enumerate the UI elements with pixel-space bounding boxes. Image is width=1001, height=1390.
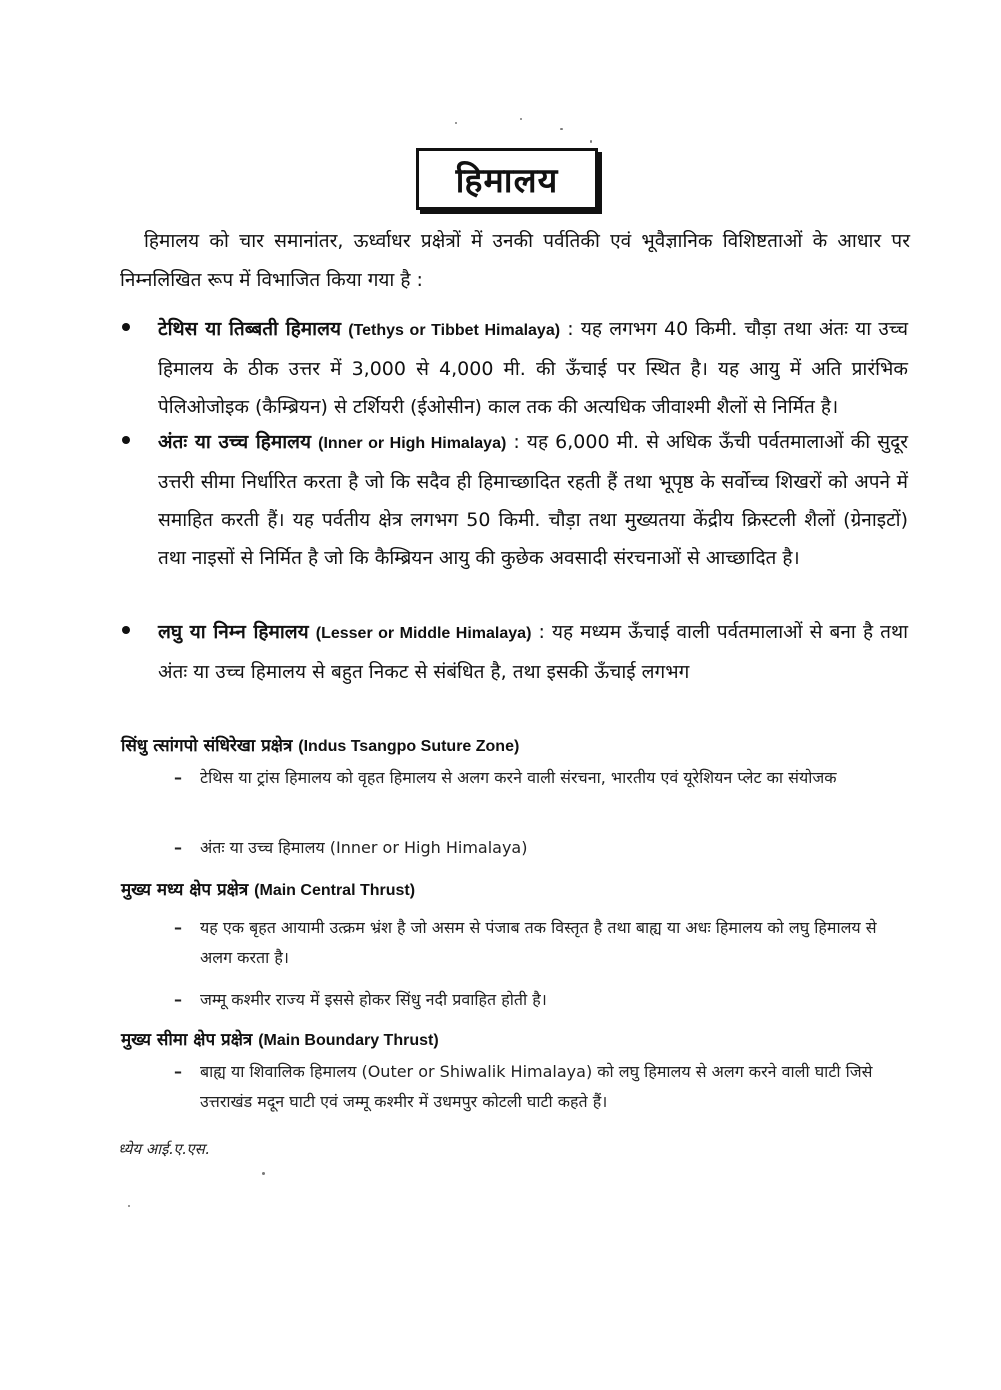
intro-paragraph: हिमालय को चार समानांतर, ऊर्ध्वाधर प्रक्षेत्रों में उनकी पर्वतिकी एवं भूवैज्ञानिक विशिष्टताओं के आधार पर निम्नलिखित रूप में विभाजित किया गया है : <box>120 230 910 291</box>
bullet-tethys <box>118 310 908 426</box>
bullet-english: (Tethys or Tibbet Himalaya) <box>348 322 561 339</box>
page-title-box <box>416 148 598 210</box>
scan-speck <box>455 122 457 124</box>
dash-marker: – <box>174 838 182 857</box>
list-item-text: यह एक बृहत आयामी उत्क्रम भ्रंश है जो असम से पंजाब तक विस्तृत है तथा बाह्य या अधः हिमालय को लघु हिमालय से अलग करता है। <box>200 918 877 967</box>
bullet-dot-icon <box>122 436 130 444</box>
scan-speck <box>590 140 592 143</box>
section-heading-english: (Indus Tsangpo Suture Zone) <box>298 738 520 755</box>
section-heading-english: (Main Central Thrust) <box>254 882 416 899</box>
list-item <box>170 985 890 1015</box>
bullet-heading: लघु या निम्न हिमालय <box>158 621 309 643</box>
list-item <box>170 763 890 793</box>
section-heading-main-boundary-thrust <box>121 1027 439 1050</box>
list-item-text: अंतः या उच्च हिमालय (Inner or High Himalaya) <box>200 838 528 857</box>
bullet-dot-icon <box>122 626 130 634</box>
section-heading-main-central-thrust <box>121 877 415 900</box>
dash-marker: – <box>174 990 182 1009</box>
footer-source: ध्येय आई.ए.एस. <box>118 1140 210 1158</box>
section-heading-indus-tsangpo <box>121 733 519 756</box>
section-heading-hindi: मुख्य सीमा क्षेप प्रक्षेत्र <box>121 1030 253 1050</box>
dash-marker: – <box>174 1062 182 1081</box>
section-heading-english: (Main Boundary Thrust) <box>258 1032 439 1049</box>
page-title: हिमालय <box>455 161 559 201</box>
bullet-text: : यह 6,000 मी. से अधिक ऊँची पर्वतमालाओं की सुदूर उत्तरी सीमा निर्धारित करता है जो कि सदैव ही हिमाच्छादित रहती हैं तथा भूपृष्ठ के सर्वोच्च शिखरों को अपने में समाहित करती हैं। यह पर्वतीय क्षेत्र लगभग 50 किमी. चौड़ा तथा मुख्यतया केंद्रीय क्रिस्टली शैलों (ग्रेनाइटों) तथा नाइसों से निर्मित है जो कि कैम्ब्रियन आयु की कुछेक अवसादी संरचनाओं से आच्छादित है। <box>158 431 909 569</box>
bullet-english: (Inner or High Himalaya) <box>318 435 507 452</box>
list-item <box>170 833 890 863</box>
bullet-text: : यह मध्यम ऊँचाई वाली पर्वतमालाओं से बना है तथा अंतः या उच्च हिमालय से बहुत निकट से संबंधित है, तथा इसकी ऊँचाई लगभग <box>158 621 909 683</box>
scan-speck <box>262 1172 265 1175</box>
list-item <box>170 913 890 973</box>
list-item-text: बाह्य या शिवालिक हिमालय (Outer or Shiwalik Himalaya) को लघु हिमालय से अलग करने वाली घाटी जिसे उत्तराखंड मदून घाटी एवं जम्मू कश्मीर में उधमपुर कोटली घाटी कहते हैं। <box>200 1062 873 1111</box>
scan-speck <box>128 1205 130 1207</box>
bullet-text: : यह लगभग 40 किमी. चौड़ा तथा अंतः या उच्च हिमालय के ठीक उत्तर में 3,000 से 4,000 मी. की ऊँचाई पर स्थित है। यह आयु में अति प्रारंभिक पेलिओजोइक (कैम्ब्रियन) से टर्शियरी (ईओसीन) काल तक की अत्यधिक जीवाश्मी शैलों से निर्मित है। <box>158 318 909 418</box>
section-heading-hindi: सिंधु त्सांगपो संधिरेखा प्रक्षेत्र <box>121 736 293 756</box>
bullet-dot-icon <box>122 323 130 331</box>
bullet-inner-high <box>118 423 908 577</box>
scan-speck <box>520 118 522 120</box>
dash-marker: – <box>174 918 182 937</box>
bullet-heading: टेथिस या तिब्बती हिमालय <box>158 318 341 340</box>
section-heading-hindi: मुख्य मध्य क्षेप प्रक्षेत्र <box>121 880 249 900</box>
bullet-english: (Lesser or Middle Himalaya) <box>315 625 532 642</box>
list-item <box>170 1057 890 1117</box>
bullet-heading: अंतः या उच्च हिमालय <box>158 431 312 453</box>
bullet-lesser-middle <box>118 613 908 691</box>
list-item-text: टेथिस या ट्रांस हिमालय को वृहत हिमालय से अलग करने वाली संरचना, भारतीय एवं यूरेशियन प्लेट का संयोजक <box>200 768 837 787</box>
list-item-text: जम्मू कश्मीर राज्य में इससे होकर सिंधु नदी प्रवाहित होती है। <box>200 990 547 1009</box>
dash-marker: – <box>174 768 182 787</box>
scan-speck <box>560 128 563 130</box>
